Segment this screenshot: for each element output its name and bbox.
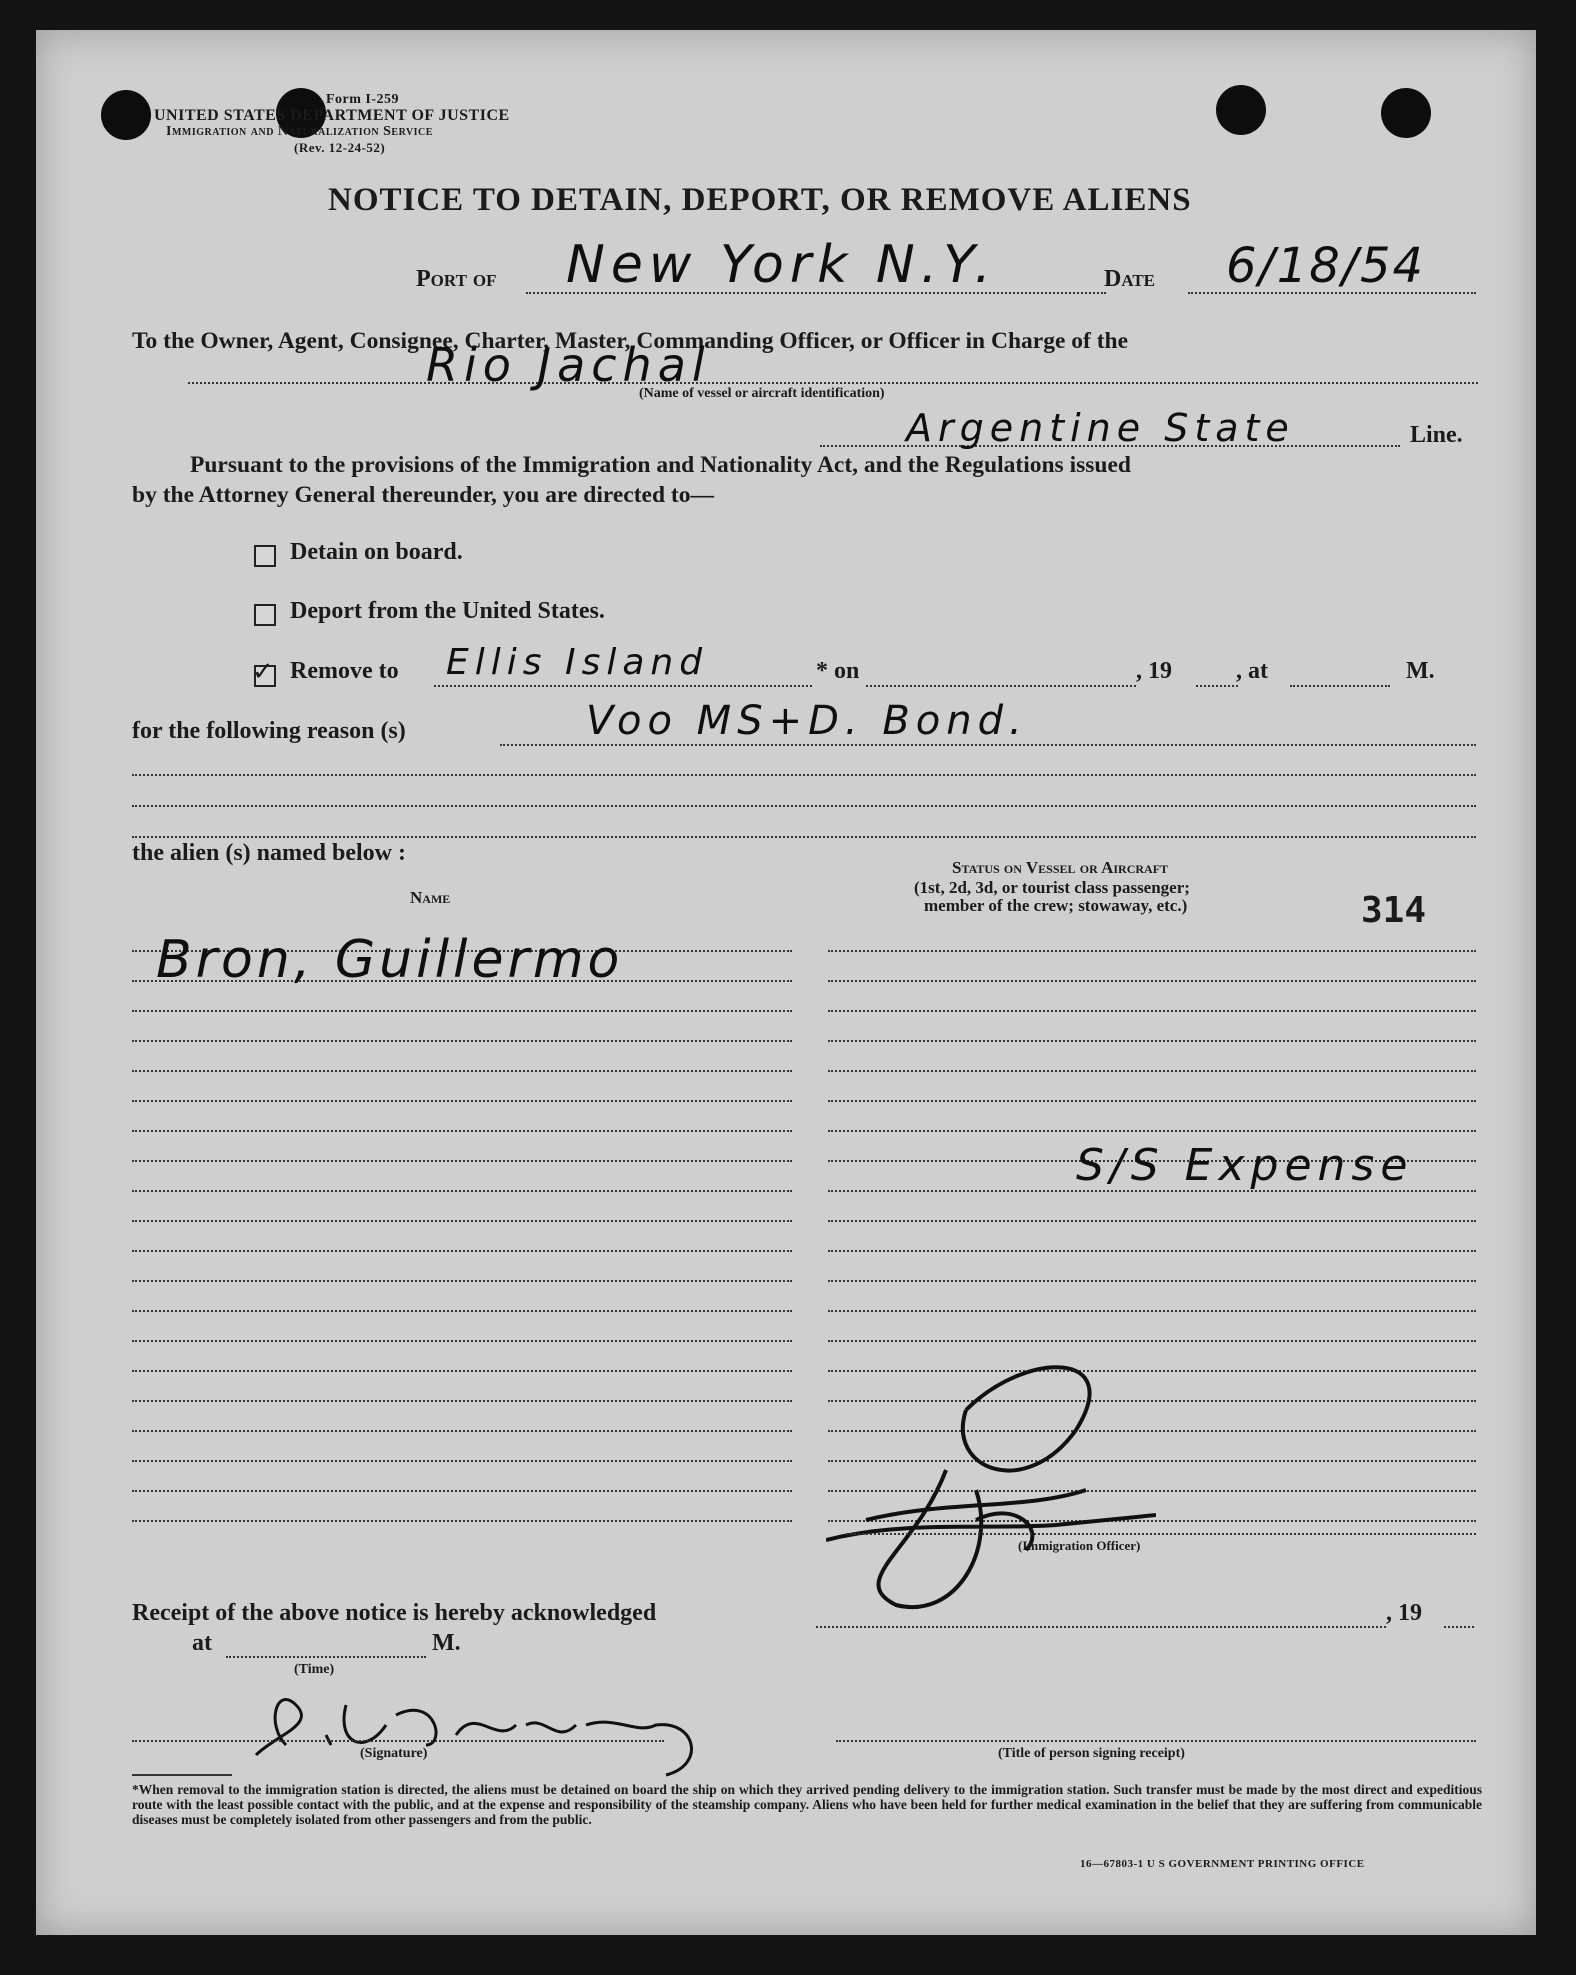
remove-destination: Ellis Island xyxy=(446,642,709,683)
officer-caption: (Immigration Officer) xyxy=(1018,1538,1141,1553)
receipt-year-label: , 19 xyxy=(1386,1600,1422,1626)
name-row-line xyxy=(132,1340,792,1342)
form-title: NOTICE TO DETAIN, DEPORT, OR REMOVE ALIENS xyxy=(328,182,1192,218)
status-row-line xyxy=(828,1100,1476,1102)
signature-caption: (Signature) xyxy=(360,1746,428,1761)
form-page xyxy=(36,30,1536,1935)
status-row-line xyxy=(828,1010,1476,1012)
port-label: Port of xyxy=(416,266,497,292)
name-row-line xyxy=(132,1220,792,1222)
footnote: *When removal to the immigration station is directed, the aliens must be detained on board the ship on which they arrived pending delivery to the immigration station. Such transfer must be made by the most direct and expeditious route with the least possible contact with the public, and at the expense and responsibility of the steamship company. Aliens who have been held for further medical examination in the belief that they are suffering from communicable diseases must be completely isolated from other passengers and from the public. xyxy=(132,1782,1482,1827)
receipt-signature-line xyxy=(132,1740,664,1742)
date-label: Date xyxy=(1104,266,1156,292)
status-row-line xyxy=(828,1040,1476,1042)
receipt-date-line xyxy=(816,1626,1386,1628)
vessel-line xyxy=(188,382,1478,384)
deport-checkbox[interactable] xyxy=(254,604,276,626)
department-line: UNITED STATES DEPARTMENT OF JUSTICE xyxy=(154,107,510,124)
name-row-line xyxy=(132,1100,792,1102)
at-time-line xyxy=(1290,685,1390,687)
status-row-line xyxy=(828,1250,1476,1252)
name-row-line xyxy=(132,1520,792,1522)
receipt-signature xyxy=(236,1685,696,1785)
name-row-line xyxy=(132,1280,792,1282)
name-row-line xyxy=(132,1040,792,1042)
title-caption: (Title of person signing receipt) xyxy=(998,1746,1185,1761)
date-value: 6/18/54 xyxy=(1226,238,1426,294)
form-number: Form I-259 xyxy=(326,92,400,107)
status-row-line xyxy=(828,1130,1476,1132)
vessel-caption: (Name of vessel or aircraft identification) xyxy=(639,386,885,401)
name-row-line xyxy=(132,1010,792,1012)
receipt-text: Receipt of the above notice is hereby acknowledged xyxy=(132,1600,657,1626)
remove-destination-line xyxy=(434,685,812,687)
reason-value: Voo MS+D. Bond. xyxy=(586,698,1028,744)
receipt-time-line xyxy=(226,1656,426,1658)
punch-hole-right-2 xyxy=(1381,88,1431,138)
name-row-line xyxy=(132,1400,792,1402)
status-row-line xyxy=(828,980,1476,982)
pursuant-line-1: Pursuant to the provisions of the Immigration and Nationality Act, and the Regulations issued xyxy=(190,452,1131,478)
punch-hole-right xyxy=(1216,85,1266,135)
name-row-line xyxy=(132,1160,792,1162)
receipt-at-label: at xyxy=(192,1630,212,1656)
status-subtitle-1: (1st, 2d, 3d, or tourist class passenger; xyxy=(914,878,1190,897)
on-date-line xyxy=(866,685,1136,687)
m-label: M. xyxy=(1406,658,1435,684)
receipt-m-label: M. xyxy=(432,1630,461,1656)
vessel-name: Rio Jachal xyxy=(426,338,711,392)
name-row-line xyxy=(132,1490,792,1492)
status-row-line xyxy=(828,1220,1476,1222)
status-row-line xyxy=(828,1340,1476,1342)
remove-label: Remove to xyxy=(290,658,399,684)
remove-checkbox[interactable]: ✓ xyxy=(254,665,276,687)
shipping-line-name: Argentine State xyxy=(906,406,1295,450)
port-value: New York N.Y. xyxy=(566,235,997,295)
receipt-title-line xyxy=(836,1740,1476,1742)
revision-date: (Rev. 12-24-52) xyxy=(294,140,386,155)
expense-note: S/S Expense xyxy=(1076,1140,1414,1191)
reason-line-3 xyxy=(132,805,1476,807)
status-subtitle-2: member of the crew; stowaway, etc.) xyxy=(924,896,1188,915)
detain-checkbox[interactable] xyxy=(254,545,276,567)
status-row-line xyxy=(828,1280,1476,1282)
reason-line-4 xyxy=(132,836,1476,838)
name-row-line xyxy=(132,1190,792,1192)
footnote-rule xyxy=(132,1774,232,1776)
name-row-line xyxy=(132,1070,792,1072)
at-label: , at xyxy=(1236,658,1268,684)
status-row-line xyxy=(828,1070,1476,1072)
year-label: , 19 xyxy=(1136,658,1172,684)
pursuant-line-2: by the Attorney General thereunder, you are directed to— xyxy=(132,482,714,508)
alien-name: Bron, Guillermo xyxy=(156,930,624,990)
officer-signature-line xyxy=(846,1533,1476,1535)
receipt-year-line xyxy=(1444,1626,1474,1628)
reason-label: for the following reason (s) xyxy=(132,718,406,744)
deport-label: Deport from the United States. xyxy=(290,598,605,624)
stamp-number: 314 xyxy=(1361,890,1427,931)
name-row-line xyxy=(132,1430,792,1432)
status-row-line xyxy=(828,950,1476,952)
detain-label: Detain on board. xyxy=(290,539,463,565)
status-row-line xyxy=(828,1310,1476,1312)
name-row-line xyxy=(132,1370,792,1372)
reason-line-1 xyxy=(500,744,1476,746)
addressee-text: To the Owner, Agent, Consignee, Charter, Master, Commanding Officer, or Officer in Charge of the xyxy=(132,328,1129,354)
name-row-line xyxy=(132,1460,792,1462)
year-line xyxy=(1196,685,1238,687)
printer-imprint: 16—67803-1 U S GOVERNMENT PRINTING OFFICE xyxy=(1080,1858,1365,1870)
service-line: Immigration and Naturalization Service xyxy=(166,124,433,139)
name-row-line xyxy=(132,1250,792,1252)
name-row-line xyxy=(132,1310,792,1312)
time-caption: (Time) xyxy=(294,1662,335,1677)
reason-line-2 xyxy=(132,774,1476,776)
name-column-header: Name xyxy=(410,888,451,907)
name-row-line xyxy=(132,1130,792,1132)
line-label: Line. xyxy=(1410,422,1463,448)
punch-hole-left xyxy=(101,90,151,140)
status-column-header: Status on Vessel or Aircraft xyxy=(952,858,1169,877)
aliens-intro: the alien (s) named below : xyxy=(132,840,406,866)
officer-signature xyxy=(826,1350,1156,1630)
on-label: * on xyxy=(816,658,860,684)
